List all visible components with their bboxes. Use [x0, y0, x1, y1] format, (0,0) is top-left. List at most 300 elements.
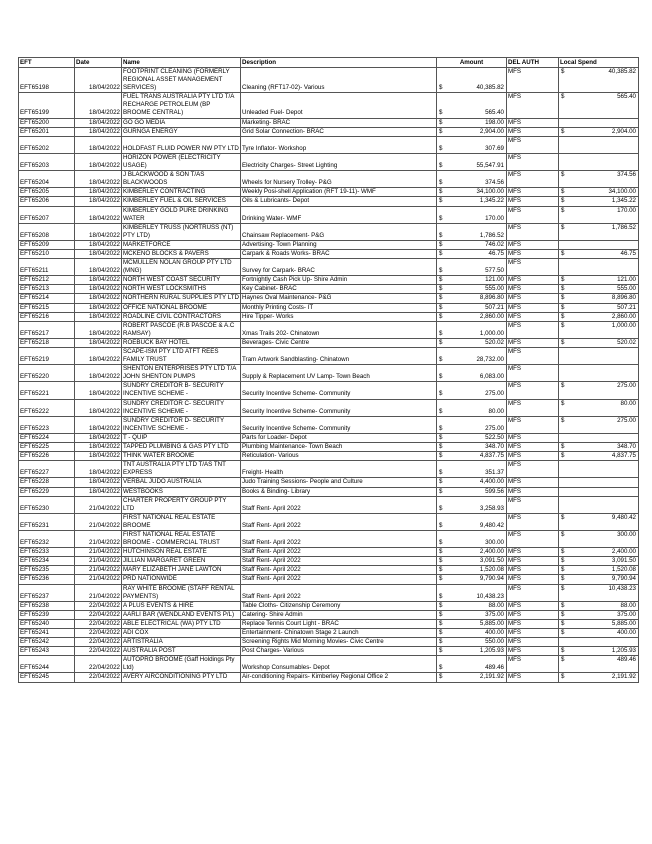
- eft-cell: EFT65226: [19, 452, 75, 461]
- amount-cell: 550.00: [447, 638, 507, 647]
- amount-currency: $: [437, 416, 447, 433]
- del-auth-value: MFS: [508, 575, 522, 583]
- local-spend-currency: $: [561, 197, 565, 205]
- amount-currency: $: [437, 153, 447, 170]
- local-spend-currency: $: [561, 629, 565, 636]
- table-row: [19, 188, 639, 197]
- amount-cell: 522.50: [447, 433, 507, 442]
- local-spend-value: 88.00: [620, 601, 636, 609]
- amount-currency: $: [437, 513, 447, 530]
- table-row: [19, 136, 639, 153]
- date-cell: 18/04/2022: [75, 478, 122, 487]
- date-cell: 18/04/2022: [75, 249, 122, 258]
- amount-currency: $: [437, 647, 447, 656]
- date-cell: 22/04/2022: [75, 610, 122, 619]
- amount-currency: $: [437, 240, 447, 249]
- amount-cell: 307.69: [447, 136, 507, 153]
- eft-cell: EFT65215: [19, 303, 75, 312]
- amount-currency: $: [437, 259, 447, 276]
- local-spend-cell: [559, 223, 639, 240]
- name-cell: AUTOPRO BROOME (Gaff Holdings Pty Ltd): [122, 656, 241, 673]
- local-spend-currency: $: [561, 416, 565, 424]
- local-spend-currency: $: [561, 610, 565, 618]
- amount-cell: 5,885.00: [447, 619, 507, 628]
- table-row: [19, 399, 639, 416]
- del-auth-value: MFS: [508, 68, 522, 75]
- description-cell: Parts for Loader- Depot: [241, 433, 437, 442]
- table-row: [19, 223, 639, 240]
- local-spend-cell: [559, 249, 639, 258]
- del-auth-cell: [507, 513, 559, 530]
- eft-cell: EFT65240: [19, 619, 75, 628]
- local-spend-currency: $: [561, 171, 565, 179]
- local-spend-line: [559, 566, 638, 574]
- local-spend-currency: $: [561, 382, 565, 390]
- eft-cell: EFT65200: [19, 118, 75, 127]
- amount-cell: 489.46: [447, 656, 507, 673]
- amount-cell: 9,790.94: [447, 575, 507, 584]
- date-cell: 18/04/2022: [75, 312, 122, 321]
- name-cell: ARTISTRALIA: [122, 638, 241, 647]
- eft-cell: EFT65203: [19, 153, 75, 170]
- date-cell: 18/04/2022: [75, 461, 122, 478]
- del-auth-cell: [507, 276, 559, 285]
- amount-cell: 746.02: [447, 240, 507, 249]
- date-cell: 22/04/2022: [75, 629, 122, 638]
- local-spend-line: [559, 620, 638, 628]
- description-cell: Carpark & Roads Works- BRAC: [241, 249, 437, 258]
- local-spend-cell: [559, 584, 639, 601]
- header-description: Description: [241, 58, 437, 68]
- table-row: [19, 197, 639, 206]
- local-spend-line: [559, 673, 638, 681]
- name-cell: PRD NATIONWIDE: [122, 575, 241, 584]
- local-spend-currency: $: [561, 206, 565, 214]
- local-spend-value: 1,205.93: [611, 647, 636, 655]
- amount-cell: 300.00: [447, 530, 507, 547]
- amount-cell: 88.00: [447, 601, 507, 610]
- eft-cell: EFT65243: [19, 647, 75, 656]
- header-eft: EFT: [19, 58, 75, 68]
- eft-cell: EFT65232: [19, 530, 75, 547]
- table-row: [19, 249, 639, 258]
- local-spend-currency: $: [561, 93, 565, 101]
- del-auth-cell: [507, 673, 559, 682]
- del-auth-cell: [507, 223, 559, 240]
- description-cell: Plumbing Maintenance- Town Beach: [241, 443, 437, 452]
- local-spend-currency: $: [561, 223, 565, 231]
- del-auth-value: MFS: [508, 223, 522, 231]
- date-cell: 18/04/2022: [75, 348, 122, 365]
- amount-cell: 80.00: [447, 399, 507, 416]
- date-cell: 18/04/2022: [75, 136, 122, 153]
- date-cell: 22/04/2022: [75, 647, 122, 656]
- local-spend-cell: [559, 68, 639, 93]
- amount-currency: $: [437, 461, 447, 478]
- local-spend-currency: $: [561, 601, 565, 609]
- del-auth-cell: [507, 153, 559, 170]
- del-auth-cell: [507, 285, 559, 294]
- local-spend-value: 1,000.00: [611, 321, 636, 329]
- local-spend-line: [559, 602, 638, 610]
- del-auth-value: MFS: [508, 673, 522, 681]
- table-row: [19, 240, 639, 249]
- local-spend-value: 34,100.00: [608, 188, 636, 196]
- local-spend-cell: [559, 496, 639, 513]
- date-cell: 18/04/2022: [75, 443, 122, 452]
- local-spend-currency: $: [561, 321, 565, 329]
- table-row: [19, 93, 639, 118]
- local-spend-currency: $: [561, 673, 565, 681]
- amount-cell: 348.70: [447, 443, 507, 452]
- del-auth-cell: [507, 206, 559, 223]
- eft-cell: EFT65212: [19, 276, 75, 285]
- name-cell: RAY WHITE BROOME (STAFF RENTAL PAYMENTS): [122, 584, 241, 601]
- del-auth-cell: [507, 338, 559, 347]
- date-cell: 22/04/2022: [75, 601, 122, 610]
- eft-cell: EFT65221: [19, 382, 75, 399]
- local-spend-line: [559, 548, 638, 556]
- del-auth-value: MFS: [508, 171, 522, 179]
- date-cell: 18/04/2022: [75, 276, 122, 285]
- description-cell: Fortnightly Cash Pick Up- Shire Admin: [241, 276, 437, 285]
- local-spend-line: [559, 128, 638, 136]
- local-spend-line: [559, 313, 638, 321]
- eft-cell: EFT65231: [19, 513, 75, 530]
- amount-currency: $: [437, 566, 447, 575]
- amount-cell: 375.00: [447, 610, 507, 619]
- del-auth-cell: [507, 584, 559, 601]
- amount-currency: $: [437, 478, 447, 487]
- del-auth-cell: [507, 496, 559, 513]
- date-cell: 18/04/2022: [75, 68, 122, 93]
- description-cell: Staff Rent- April 2022: [241, 575, 437, 584]
- amount-cell: 4,837.75: [447, 452, 507, 461]
- eft-cell: EFT65204: [19, 171, 75, 188]
- name-cell: FIRST NATIONAL REAL ESTATE BROOME - COMMERCIAL TRUST: [122, 530, 241, 547]
- amount-currency: $: [437, 452, 447, 461]
- date-cell: 22/04/2022: [75, 619, 122, 628]
- local-spend-cell: [559, 433, 639, 442]
- del-auth-cell: [507, 127, 559, 136]
- local-spend-line: [559, 93, 638, 101]
- amount-currency: $: [437, 629, 447, 638]
- date-cell: 18/04/2022: [75, 206, 122, 223]
- del-auth-cell: [507, 638, 559, 647]
- del-auth-cell: [507, 294, 559, 303]
- amount-cell: 6,083.00: [447, 365, 507, 382]
- local-spend-cell: [559, 601, 639, 610]
- del-auth-value: MFS: [508, 382, 522, 390]
- table-row: [19, 433, 639, 442]
- date-cell: 21/04/2022: [75, 557, 122, 566]
- del-auth-value: MFS: [508, 443, 522, 451]
- payments-table: [18, 57, 639, 683]
- table-row: [19, 513, 639, 530]
- local-spend-line: [559, 197, 638, 205]
- local-spend-currency: $: [561, 619, 565, 627]
- local-spend-currency: $: [561, 513, 565, 521]
- del-auth-cell: [507, 416, 559, 433]
- date-cell: 21/04/2022: [75, 566, 122, 575]
- date-cell: 22/04/2022: [75, 673, 122, 682]
- del-auth-cell: [507, 656, 559, 673]
- local-spend-line: [559, 250, 638, 258]
- local-spend-value: 3,091.50: [611, 557, 636, 565]
- amount-currency: $: [437, 673, 447, 682]
- local-spend-value: 2,860.00: [611, 312, 636, 320]
- table-row: [19, 206, 639, 223]
- amount-cell: 1,786.52: [447, 223, 507, 240]
- local-spend-cell: [559, 548, 639, 557]
- eft-cell: EFT65238: [19, 601, 75, 610]
- amount-cell: 1,205.93: [447, 647, 507, 656]
- table-row: [19, 584, 639, 601]
- amount-currency: $: [437, 638, 447, 647]
- local-spend-currency: $: [561, 338, 565, 346]
- description-cell: Staff Rent- April 2022: [241, 496, 437, 513]
- local-spend-line: [559, 611, 638, 619]
- local-spend-line: [559, 647, 638, 655]
- local-spend-line: [559, 452, 638, 460]
- local-spend-currency: $: [561, 557, 565, 565]
- table-row: [19, 673, 639, 682]
- eft-cell: EFT65209: [19, 240, 75, 249]
- table-row: [19, 610, 639, 619]
- local-spend-currency: $: [561, 68, 565, 75]
- del-auth-value: MFS: [508, 93, 522, 101]
- name-cell: FUEL TRANS AUSTRALIA PTY LTD T/A RECHARGE PETROLEUM (BP BROOME CENTRAL): [122, 93, 241, 118]
- table-row: [19, 285, 639, 294]
- del-auth-cell: [507, 303, 559, 312]
- amount-currency: $: [437, 118, 447, 127]
- description-cell: Monthly Printing Costs- IT: [241, 303, 437, 312]
- table-row: [19, 452, 639, 461]
- description-cell: Marketing- BRAC: [241, 118, 437, 127]
- del-auth-value: MFS: [508, 259, 522, 267]
- amount-cell: 400.00: [447, 629, 507, 638]
- amount-currency: $: [437, 365, 447, 382]
- del-auth-value: MFS: [508, 285, 522, 293]
- amount-currency: $: [437, 303, 447, 312]
- date-cell: 18/04/2022: [75, 321, 122, 338]
- eft-cell: EFT65235: [19, 566, 75, 575]
- local-spend-cell: [559, 93, 639, 118]
- amount-cell: 1,520.08: [447, 566, 507, 575]
- name-cell: MCMULLEN NOLAN GROUP PTY LTD (MNG): [122, 259, 241, 276]
- date-cell: 18/04/2022: [75, 487, 122, 496]
- name-cell: KIMBERLEY CONTRACTING: [122, 188, 241, 197]
- del-auth-cell: [507, 68, 559, 93]
- table-row: [19, 638, 639, 647]
- del-auth-value: MFS: [508, 321, 522, 329]
- local-spend-line: [559, 514, 638, 522]
- amount-cell: 555.00: [447, 285, 507, 294]
- local-spend-line: [559, 382, 638, 390]
- name-cell: AARLI BAR (WENDLAND EVENTS P/L): [122, 610, 241, 619]
- local-spend-line: [559, 304, 638, 312]
- table-row: [19, 153, 639, 170]
- description-cell: Reticulation- Various: [241, 452, 437, 461]
- description-cell: Cleaning (RFT17-02)- Various: [241, 68, 437, 93]
- del-auth-value: MFS: [508, 461, 522, 469]
- eft-cell: EFT65230: [19, 496, 75, 513]
- local-spend-currency: $: [561, 647, 565, 655]
- local-spend-cell: [559, 673, 639, 682]
- amount-currency: $: [437, 399, 447, 416]
- date-cell: 21/04/2022: [75, 513, 122, 530]
- local-spend-cell: [559, 206, 639, 223]
- local-spend-currency: $: [561, 584, 565, 592]
- name-cell: JILLIAN MARGARET GREEN: [122, 557, 241, 566]
- description-cell: Chainsaw Replacement- P&G: [241, 223, 437, 240]
- local-spend-currency: $: [561, 249, 565, 257]
- local-spend-cell: [559, 382, 639, 399]
- del-auth-cell: [507, 433, 559, 442]
- amount-cell: 1,345.22: [447, 197, 507, 206]
- local-spend-cell: [559, 399, 639, 416]
- amount-currency: $: [437, 656, 447, 673]
- amount-cell: 3,091.50: [447, 557, 507, 566]
- eft-cell: EFT65233: [19, 548, 75, 557]
- local-spend-value: 275.00: [617, 416, 636, 424]
- table-row: [19, 656, 639, 673]
- local-spend-value: 5,885.00: [611, 619, 636, 627]
- local-spend-currency: $: [561, 656, 565, 664]
- local-spend-value: 507.21: [617, 303, 636, 311]
- name-cell: SUNDRY CREDITOR C- SECURITY INCENTIVE SCHEME -: [122, 399, 241, 416]
- amount-currency: $: [437, 530, 447, 547]
- date-cell: 18/04/2022: [75, 118, 122, 127]
- table-row: [19, 321, 639, 338]
- date-cell: 18/04/2022: [75, 365, 122, 382]
- eft-cell: EFT65201: [19, 127, 75, 136]
- eft-cell: EFT65242: [19, 638, 75, 647]
- del-auth-cell: [507, 530, 559, 547]
- date-cell: 18/04/2022: [75, 171, 122, 188]
- del-auth-value: MFS: [508, 294, 522, 302]
- date-cell: 18/04/2022: [75, 452, 122, 461]
- table-row: [19, 303, 639, 312]
- local-spend-value: 9,790.94: [611, 575, 636, 583]
- del-auth-value: MFS: [508, 638, 522, 646]
- amount-cell: 28,732.00: [447, 348, 507, 365]
- del-auth-value: MFS: [508, 312, 522, 320]
- header-local-spend: Local Spend: [559, 58, 639, 68]
- local-spend-cell: [559, 416, 639, 433]
- date-cell: 21/04/2022: [75, 496, 122, 513]
- local-spend-cell: [559, 171, 639, 188]
- local-spend-cell: [559, 276, 639, 285]
- del-auth-value: MFS: [508, 629, 522, 636]
- date-cell: 18/04/2022: [75, 382, 122, 399]
- eft-cell: EFT65237: [19, 584, 75, 601]
- date-cell: 18/04/2022: [75, 127, 122, 136]
- local-spend-cell: [559, 610, 639, 619]
- del-auth-value: [508, 145, 557, 153]
- description-cell: Staff Rent- April 2022: [241, 530, 437, 547]
- del-auth-value: MFS: [508, 365, 522, 373]
- del-auth-cell: [507, 575, 559, 584]
- name-cell: KIMBERLEY GOLD PURE DRINKING WATER: [122, 206, 241, 223]
- local-spend-value: 520.02: [617, 338, 636, 346]
- del-auth-value: MFS: [508, 566, 522, 574]
- local-spend-currency: $: [561, 566, 565, 574]
- amount-currency: $: [437, 548, 447, 557]
- eft-cell: EFT65198: [19, 68, 75, 93]
- eft-cell: EFT65219: [19, 348, 75, 365]
- eft-cell: EFT65217: [19, 321, 75, 338]
- del-auth-cell: [507, 93, 559, 118]
- del-auth-value: MFS: [508, 338, 522, 346]
- name-cell: NORTH WEST LOCKSMITHS: [122, 285, 241, 294]
- local-spend-value: 375.00: [617, 610, 636, 618]
- table-row: [19, 575, 639, 584]
- description-cell: Staff Rent- April 2022: [241, 566, 437, 575]
- local-spend-value: 2,904.00: [611, 127, 636, 135]
- del-auth-value: MFS: [508, 487, 522, 495]
- name-cell: SCAPE-ISM PTY LTD ATFT REES FAMILY TRUST: [122, 348, 241, 365]
- local-spend-line: [559, 322, 638, 330]
- del-auth-value: MFS: [508, 619, 522, 627]
- name-cell: WESTBOOKS: [122, 487, 241, 496]
- eft-cell: EFT65216: [19, 312, 75, 321]
- amount-currency: $: [437, 223, 447, 240]
- eft-cell: EFT65214: [19, 294, 75, 303]
- local-spend-value: 275.00: [617, 382, 636, 390]
- del-auth-value: MFS: [508, 206, 522, 214]
- payments-sheet: [18, 57, 638, 683]
- eft-cell: EFT65241: [19, 629, 75, 638]
- header-amount: Amount: [437, 58, 507, 68]
- local-spend-cell: [559, 619, 639, 628]
- eft-cell: EFT65220: [19, 365, 75, 382]
- eft-cell: EFT65227: [19, 461, 75, 478]
- amount-cell: 34,100.00: [447, 188, 507, 197]
- local-spend-line: [559, 629, 638, 637]
- eft-cell: EFT65222: [19, 399, 75, 416]
- local-spend-cell: [559, 321, 639, 338]
- date-cell: 18/04/2022: [75, 338, 122, 347]
- amount-currency: $: [437, 557, 447, 566]
- eft-cell: EFT65211: [19, 259, 75, 276]
- del-auth-cell: [507, 259, 559, 276]
- date-cell: 18/04/2022: [75, 197, 122, 206]
- local-spend-value: 348.70: [617, 443, 636, 451]
- name-cell: OFFICE NATIONAL BROOME: [122, 303, 241, 312]
- del-auth-value: MFS: [508, 610, 522, 618]
- amount-cell: 275.00: [447, 382, 507, 399]
- local-spend-cell: [559, 240, 639, 249]
- header-date: Date: [75, 58, 122, 68]
- table-row: [19, 294, 639, 303]
- date-cell: 21/04/2022: [75, 584, 122, 601]
- del-auth-value: MFS: [508, 478, 522, 486]
- name-cell: ADI COX: [122, 629, 241, 638]
- table-row: [19, 171, 639, 188]
- amount-currency: $: [437, 496, 447, 513]
- description-cell: Staff Rent- April 2022: [241, 584, 437, 601]
- del-auth-value: MFS: [508, 153, 522, 161]
- name-cell: HUTCHINSON REAL ESTATE: [122, 548, 241, 557]
- name-cell: MARKETFORCE: [122, 240, 241, 249]
- name-cell: THINK WATER BROOME: [122, 452, 241, 461]
- name-cell: ROBERT PASCOE (R.B PASCOE & A.C RAMSAY): [122, 321, 241, 338]
- local-spend-cell: [559, 188, 639, 197]
- local-spend-line: [559, 417, 638, 425]
- del-auth-cell: [507, 249, 559, 258]
- local-spend-value: 555.00: [617, 285, 636, 293]
